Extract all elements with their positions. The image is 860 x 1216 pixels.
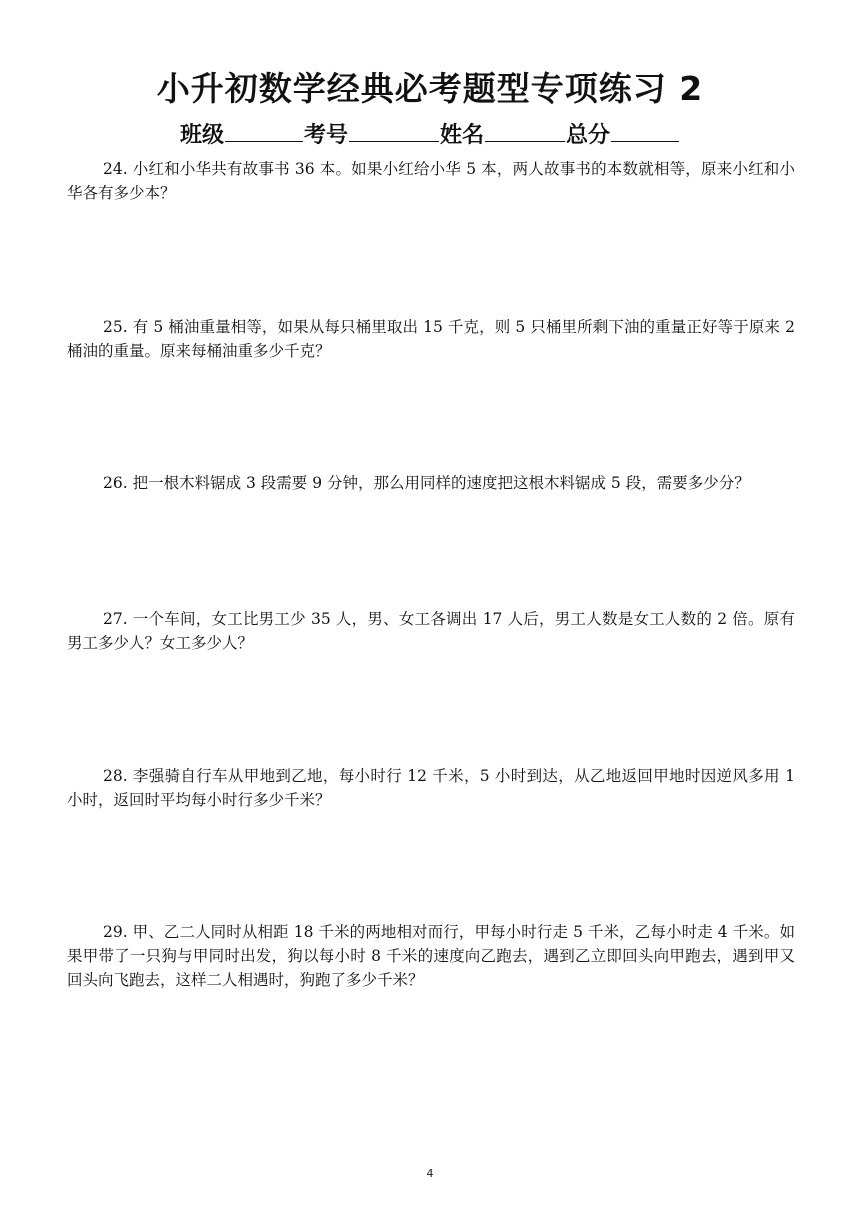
question-28: 28. 李强骑自行车从甲地到乙地，每小时行 12 千米，5 小时到达，从乙地返回甲地时因逆风多用 1 小时，返回时平均每小时行多少千米？ bbox=[67, 767, 795, 809]
question-27: 27. 一个车间，女工比男工少 35 人，男、女工各调出 17 人后，男工人数是女工人数的 2 倍。原有男工多少人？女工多少人？ bbox=[67, 610, 795, 652]
page-title: 小升初数学经典必考题型专项练习 2 bbox=[156, 69, 704, 108]
name-blank bbox=[485, 117, 565, 142]
score-blank bbox=[611, 117, 679, 142]
question-26: 26. 把一根木料锯成 3 段需要 9 分钟，那么用同样的速度把这根木料锯成 5 段，需要多少分？ bbox=[103, 474, 750, 492]
page-number: 4 bbox=[426, 1167, 434, 1180]
name-label: 姓名 bbox=[440, 123, 485, 148]
question-24: 24. 小红和小华共有故事书 36 本。如果小红给小华 5 本，两人故事书的本数就相等，原来小红和小华各有多少本？ bbox=[67, 160, 795, 202]
question-29: 29. 甲、乙二人同时从相距 18 千米的两地相对而行，甲每小时行走 5 千米，乙每小时走 4 千米。如果甲带了一只狗与甲同时出发，狗以每小时 8 千米的速度向乙跑去，遇到乙立即回头向甲跑去，遇到甲又回头向飞跑去，这样二人相遇时，狗跑了多少千米？ bbox=[67, 923, 795, 989]
class-label: 班级 bbox=[179, 123, 224, 148]
exam-no-label: 考号 bbox=[303, 123, 348, 148]
student-info-line bbox=[0, 117, 860, 152]
exam-no-blank bbox=[349, 117, 439, 142]
question-25: 25. 有 5 桶油重量相等，如果从每只桶里取出 15 千克，则 5 只桶里所剩下油的重量正好等于原来 2 桶油的重量。原来每桶油重多少千克？ bbox=[67, 318, 795, 360]
class-blank bbox=[225, 117, 303, 142]
score-label: 总分 bbox=[566, 123, 611, 148]
